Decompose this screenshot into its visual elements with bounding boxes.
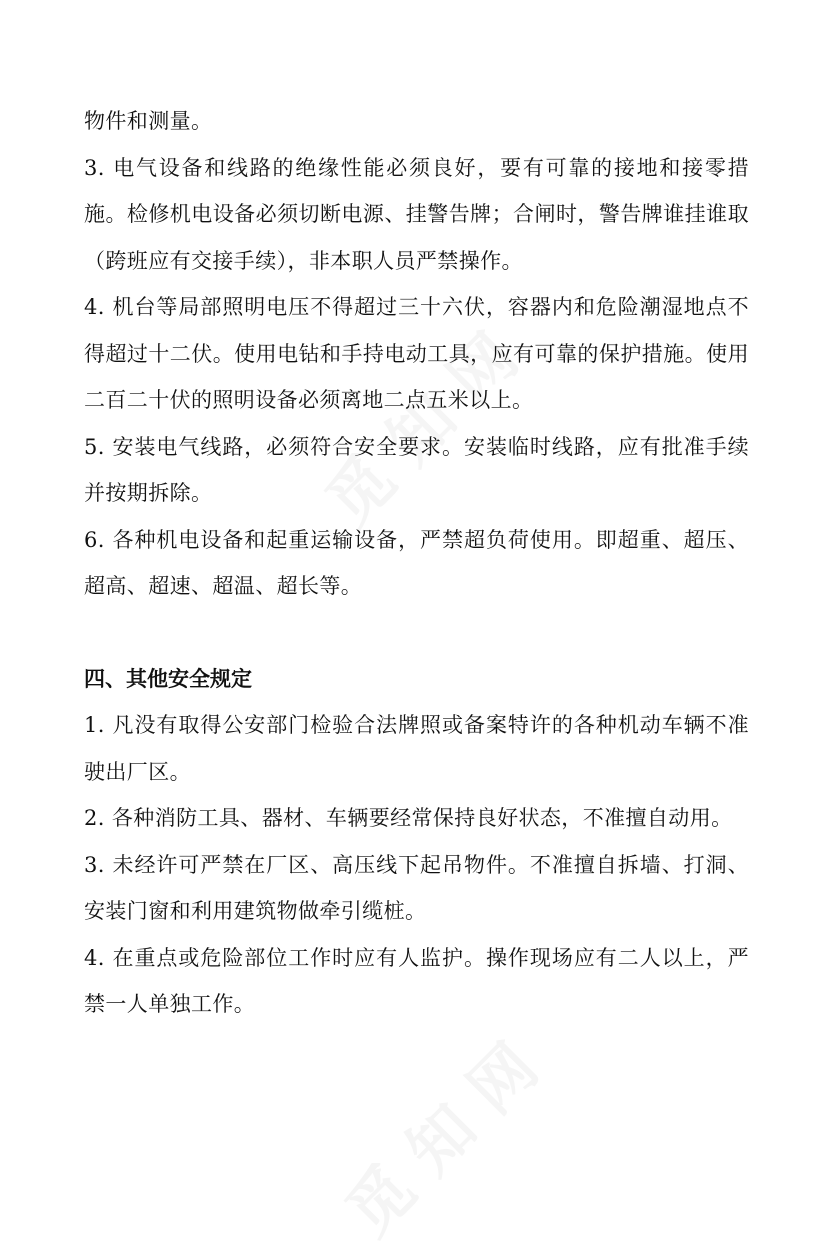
paragraph: 2. 各种消防工具、器材、车辆要经常保持良好状态，不准擅自动用。 (84, 806, 733, 830)
paragraph: 6. 各种机电设备和起重运输设备，严禁超负荷使用。即超重、超压、超高、超速、超温、超长等。 (84, 527, 749, 598)
section-heading: 四、其他安全规定 (84, 666, 252, 691)
section-three-continuation (84, 98, 749, 610)
section-four (84, 656, 749, 1028)
paragraph: 3. 电气设备和线路的绝缘性能必须良好，要有可靠的接地和接零措施。检修机电设备必须切断电源、挂警告牌；合闸时，警告牌谁挂谁取（跨班应有交接手续），非本职人员严禁操作。 (84, 155, 749, 273)
page-content (84, 98, 749, 1028)
paragraph: 物件和测量。 (84, 109, 213, 133)
paragraph: 4. 机台等局部照明电压不得超过三十六伏，容器内和危险潮湿地点不得超过十二伏。使用电钻和手持电动工具，应有可靠的保护措施。使用二百二十伏的照明设备必须离地二点五米以上。 (84, 295, 749, 412)
paragraph: 4. 在重点或危险部位工作时应有人监护。操作现场应有二人以上，严禁一人单独工作。 (84, 945, 749, 1016)
paragraph: 1. 凡没有取得公安部门检验合法牌照或备案特许的各种机动车辆不准驶出厂区。 (84, 713, 749, 784)
paragraph: 3. 未经许可严禁在厂区、高压线下起吊物件。不准擅自拆墙、打洞、安装门窗和利用建筑物做牵引缆桩。 (84, 852, 749, 923)
paragraph: 5. 安装电气线路，必须符合安全要求。安装临时线路，应有批准手续并按期拆除。 (84, 434, 749, 505)
watermark-graphic (322, 1020, 554, 1252)
